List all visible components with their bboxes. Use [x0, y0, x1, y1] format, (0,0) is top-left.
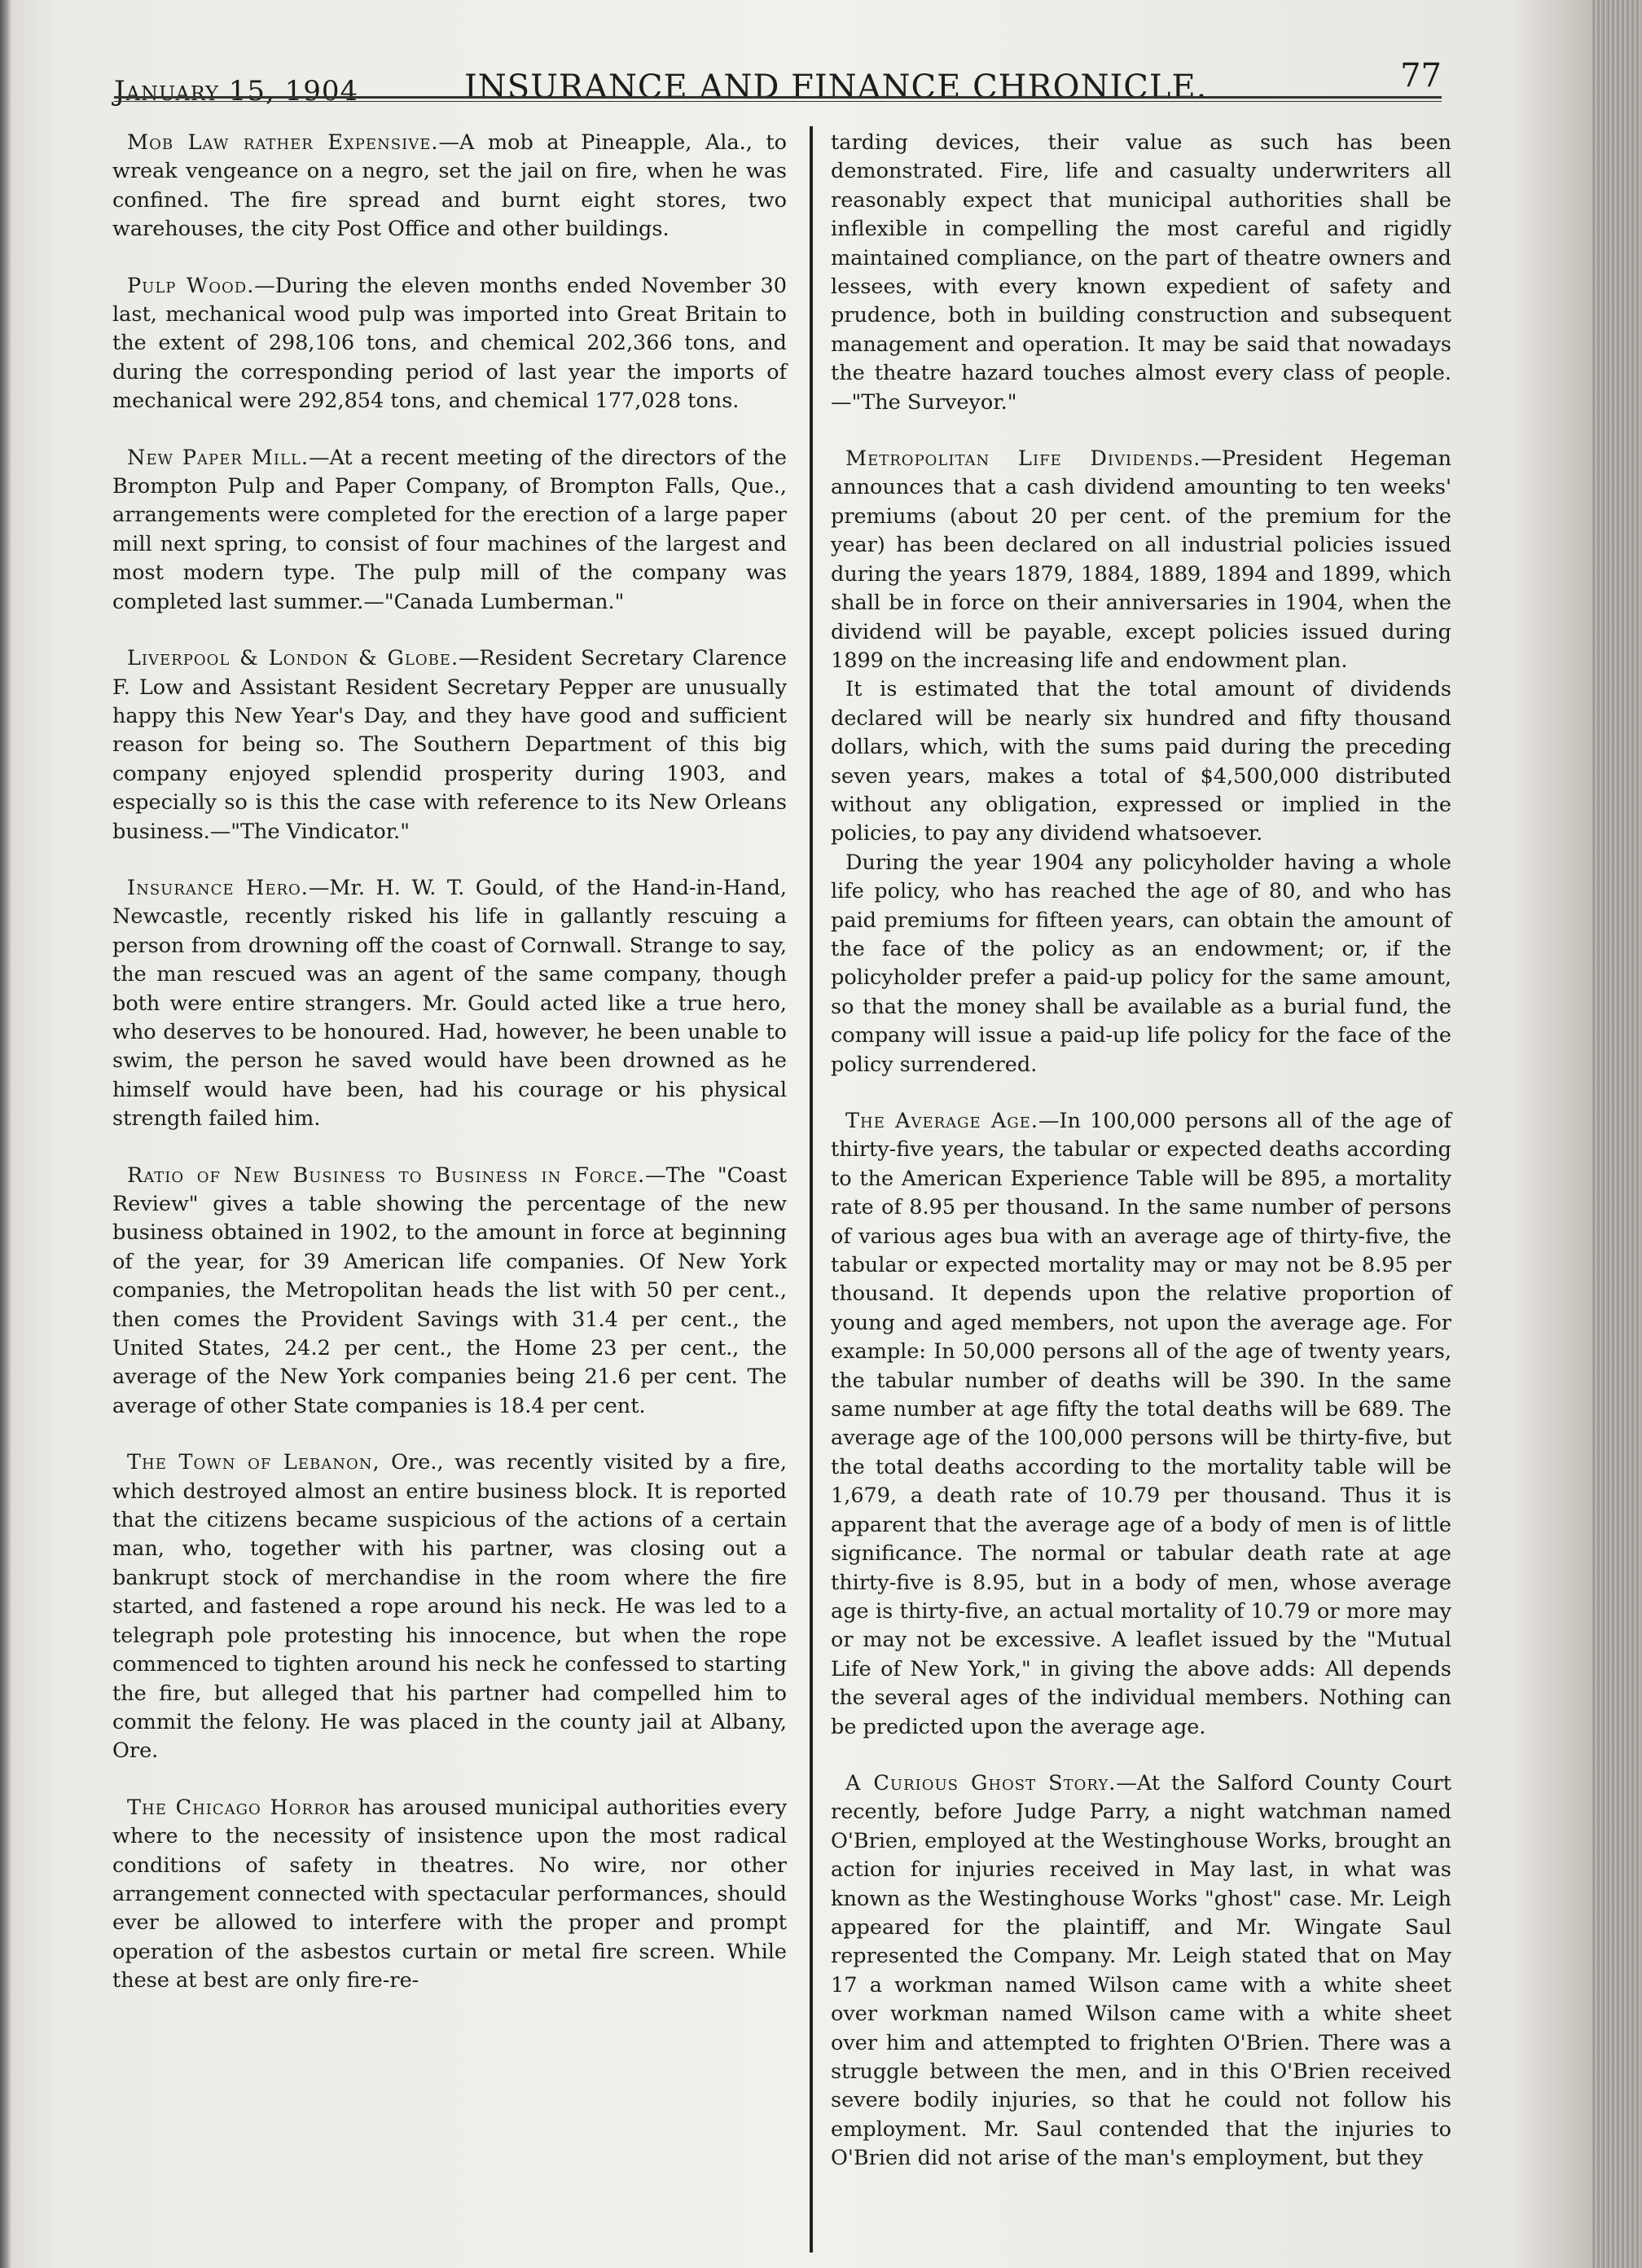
article-heading: Ratio of New Business to Business in Force.	[127, 1163, 646, 1188]
article-insurance-hero	[112, 874, 787, 1134]
article-body: —President Hegeman announces that a cash dividend amounting to ten weeks' premiums (about 20 per cent. of the premium for the year) has been declared on all industrial policies issued during the years 1879, 1884, 1889, 1894 and 1899, which shall be in force on their anniversaries in 1904, when the dividend will be payable, except policies issued during 1899 on the increasing life and endowment plan.	[831, 446, 1451, 673]
article-body: —At a recent meeting of the directors of the Brompton Pulp and Paper Company, of Brompton Falls, Que., arrangements were completed for the erection of a large paper mill next spring, to consist of four machines of the largest and most modern type. The pulp mill of the company was completed last summer.—"Canada Lumberman."	[112, 445, 787, 614]
article-new-paper-mill	[112, 444, 787, 617]
article-body: —In 100,000 persons all of the age of thirty-five years, the tabular or expected deaths according to the American Experience Table will be 895, a mortality rate of 8.95 per thousand. In the same number of persons of various ages bua with an average age of thirty-five, the tabular or expected mortality may or may not be 8.95 per thousand. It depends upon the relative proportion of young and aged members, not upon the average age. For example: In 50,000 persons all of the age of twenty years, the tabular number of deaths will be 390. In the same same number at age fifty the total deaths will be 689. The average age of the 100,000 persons will be thirty-five, but the total deaths according to the mortality table will be 1,679, a death rate of 10.79 per thousand. Thus it is apparent that the average age of a body of men is of little significance. The normal or tabular death rate at age thirty-five is 8.95, but in a body of men, whose average age is thirty-five, an actual mortality of 10.79 or more may or may not be excessive. A leaflet issued by the "Mutual Life of New York," in giving the above adds: All depends the several ages of the individual members. Nothing can be predicted upon the average age.	[831, 1109, 1451, 1739]
journal-title: INSURANCE AND FINANCE CHRONICLE.	[464, 68, 1208, 106]
header-rule-bottom	[114, 101, 1442, 102]
article-heading: Insurance Hero.	[127, 875, 309, 900]
article-heading: New Paper Mill.	[127, 445, 309, 470]
article-heading: The Chicago Horror	[127, 1795, 350, 1820]
header-rule-top	[114, 96, 1442, 99]
left-column	[112, 129, 787, 2024]
article-pulp-wood	[112, 272, 787, 416]
article-body: —Resident Secretary Clarence F. Low and Assistant Resident Secretary Pepper are unusually happy this New Year's Day, and they have good and sufficient reason for being so. The Southern Department of this big company enjoyed splendid prosperity during 1903, and especially so is this the case with reference to its New Orleans business.—"The Vindicator."	[112, 646, 787, 844]
article-body: —The "Coast Review" gives a table showing the percentage of the new business obtained in 1902, to the amount in force at beginning of the year, for 39 American life companies. Of New York companies, the Metropolitan heads the list with 50 per cent., then comes the Provident Savings with 31.4 per cent., the United States, 24.2 per cent., the Home 23 per cent., the average of the New York companies being 21.6 per cent. The average of other State companies is 18.4 per cent.	[112, 1163, 787, 1418]
article-body: has aroused municipal authorities every where to the necessity of insistence upon the most radical conditions of safety in theatres. No wire, nor other arrangement connected with spectacular performances, should ever be allowed to interfere with the proper and prompt operation of the asbestos curtain or metal fire screen. While these at best are only fire-re-	[112, 1795, 787, 1993]
issue-date: January 15, 1904	[114, 75, 359, 108]
page-number: 77	[1400, 57, 1442, 94]
article-heading: The Average Age.	[845, 1109, 1038, 1133]
book-page-edges	[1592, 0, 1642, 2268]
article-body: —During the eleven months ended November 30 last, mechanical wood pulp was imported into Great Britain to the extent of 298,106 tons, and chemical 202,366 tons, and during the corresponding period of last year the imports of mechanical were 292,854 tons, and chemical 177,028 tons.	[112, 273, 787, 414]
article-ghost-story	[831, 1769, 1451, 2174]
article-body: —At the Salford County Court recently, before Judge Parry, a night watchman named O'Brien, employed at the Westinghouse Works, brought an action for injuries received in May last, in what was known as the Westinghouse Works "ghost" case. Mr. Leigh appeared for the plaintiff, and Mr. Wingate Saul represented the Company. Mr. Leigh stated that on May 17 a workman named Wilson came with a white sheet over workman named Wilson came with a white sheet over him and attempted to frighten O'Brien. There was a struggle between the men, and in this O'Brien received severe bodily injuries, so that he could not follow his employment. Mr. Saul contended that the injuries to O'Brien did not arise of the man's employment, but they	[831, 1770, 1451, 2171]
article-chicago-horror	[112, 1794, 787, 1996]
article-heading: Liverpool & London & Globe.	[127, 646, 459, 671]
running-header	[114, 57, 1442, 106]
column-divider	[810, 126, 813, 2253]
dividends-paragraph-3: During the year 1904 any policyholder having a whole life policy, who has reached the age of 80, and who has paid premiums for fifteen years, can obtain the amount of the face of the policy as an endowment; or, if the policyholder prefer a paid-up policy for the same amount, so that the money shall be available as a burial fund, the company will issue a paid-up life policy for the face of the policy surrendered.	[831, 850, 1451, 1077]
article-metropolitan-dividends	[831, 445, 1451, 675]
article-heading: A Curious Ghost Story.	[845, 1770, 1117, 1796]
article-town-of-lebanon	[112, 1448, 787, 1765]
article-body: —A mob at Pineapple, Ala., to wreak vengeance on a negro, set the jail on fire, when he was confined. The fire spread and burnt eight stores, two warehouses, the city Post Office and other buildings.	[112, 130, 787, 242]
dividends-paragraph-2: It is estimated that the total amount of dividends declared will be nearly six hundred and fifty thousand dollars, which, with the sums paid during the preceding seven years, makes a total of $4,500,000 distributed without any obligation, expressed or implied in the policies, to pay any dividend whatsoever.	[831, 677, 1451, 846]
article-ratio-new-business	[112, 1162, 787, 1422]
article-liverpool-london-globe	[112, 644, 787, 846]
article-heading: Metropolitan Life Dividends.	[845, 446, 1201, 472]
article-chicago-horror-continued: tarding devices, their value as such has been demonstrated. Fire, life and casualty underwriters all reasonably expect that municipal authorities shall be inflexible in compelling the most careful and rigidly maintained compliance, on the part of theatre owners and lessees, with every known expedient of safety and prudence, both in building construction and subsequent management and operation. It may be said that nowadays the theatre hazard touches almost every class of people.—"The Surveyor."	[831, 130, 1451, 415]
article-heading: Pulp Wood.	[127, 273, 255, 298]
article-mob-law	[112, 129, 787, 244]
article-average-age	[831, 1107, 1451, 1742]
page-left-shadow	[0, 0, 11, 2268]
article-heading: The Town of Lebanon,	[127, 1450, 380, 1475]
article-heading: Mob Law rather Expensive.	[127, 130, 439, 155]
article-body: Ore., was recently visited by a fire, which destroyed almost an entire business block. It is reported that the citizens became suspicious of the actions of a certain man, who, together with his partner, was closing out a bankrupt stock of merchandise in the room where the fire started, and fastened a rope around his neck. He was led to a telegraph pole protesting his innocence, but when the rope commenced to tighten around his neck he confessed to starting the fire, but alleged that his partner had compelled him to commit the felony. He was placed in the county jail at Albany, Ore.	[112, 1450, 787, 1764]
right-column	[831, 129, 1451, 2201]
article-body: —Mr. H. W. T. Gould, of the Hand-in-Hand, Newcastle, recently risked his life in gallantly rescuing a person from drowning off the coast of Cornwall. Strange to say, the man rescued was an agent of the same company, though both were entire strangers. Mr. Gould acted like a true hero, who deserves to be honoured. Had, however, he been unable to swim, the person he saved would have been drowned as he himself would have been, had his courage or his physical strength failed him.	[112, 875, 787, 1132]
